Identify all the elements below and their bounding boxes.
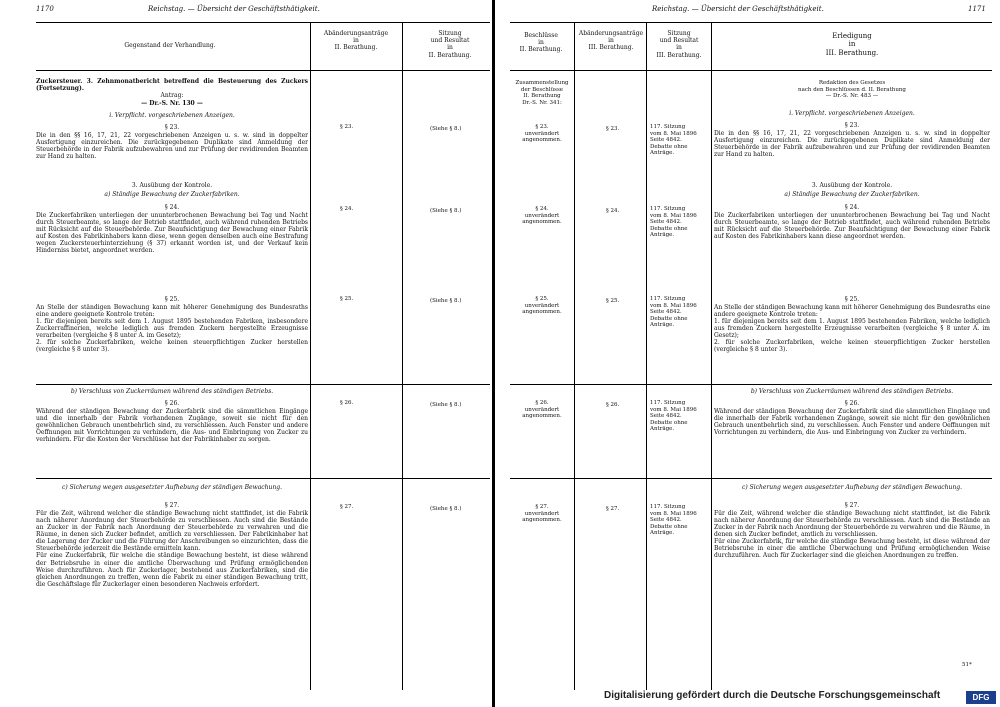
entry-docref: — Dr.-S. Nr. 130 —	[141, 100, 203, 107]
result-23-heading: § 23.	[844, 122, 860, 129]
result-25-text: An Stelle der ständigen Bewachung kann mit höherer Genehmigung des Bundesraths eine andere geeignete Kontrole treten: 1. für diejenigen bereits seit dem 1. August 1895 bestehenden Fabriken, welche lediglich aus fremden Zuckern hergestellte Erzeugnisse verarbeiten (vergleiche § 8 unter A. im Gesetz); 2. für solche Zuckerfabriken, welche keinen steuerpflichtigen Zucker herstellen (vergleiche § 8 unter 3).	[714, 304, 990, 354]
result-title: Redaktion des Gesetzes nach den Beschlüssen d. II. Berathung — Dr.-S. Nr. 483 —	[798, 80, 906, 100]
amend-25: § 25.	[340, 296, 354, 302]
col-header-session: Sitzung und Resultat in II. Berathung.	[428, 30, 472, 59]
running-head-left	[0, 5, 492, 17]
session-25: (Siehe § 8.)	[430, 298, 462, 304]
dfg-banner-text: Digitalisierung gefördert durch die Deutsche Forschungsgemeinschaft	[604, 690, 941, 701]
paragraph-27-text: Für die Zeit, während welcher die ständige Bewachung nicht stattfindet, ist die Fabrik nach näherer Anordnung der Steuerbehörde zu verschliessen. Auch sind die Bestände an Zucker in der Fabrik nach Anordnung der Steuerbehörde zu verwahren und die Räume, in denen sich Zucker befindet, amtlich zu verschliessen. Der Fabrikinhaber hat die Lagerung der Zucker und die Führung der Anschreibungen so einzurichten, dass die Steuerbehörde jederzeit die Bestände ermitteln kann. Für eine Zuckerfabrik, für welche die ständige Bewachung besteht, ist diese während der Betriebsruhe in einer die amtliche Überwachung und Prüfung ermöglichenden Weise durchzuführen. Auch für Zuckerlager, bestehend aus Zuckerfabriken, sind die gleichen Anordnungen zu treffen, wenn die Fabrik zu einer ständigen Bewachung tritt, die Geschäftslage für Zuckerlager einen besonderen Nachweis erfordert.	[36, 510, 308, 588]
right-page	[502, 0, 1000, 690]
paragraph-26-heading: § 26.	[164, 400, 180, 407]
paragraph-25-text: An Stelle der ständigen Bewachung kann mit höherer Genehmigung des Bundesraths eine andere geeignete Kontrole treten: 1. für diejenigen bereits seit dem 1. August 1895 bestehenden Fabriken, insbesondere Zuckerraffinerien, welche lediglich aus fremden Zuckern hergestellte Erzeugnisse verarbeiten (vergleiche § 8 unter A. im Gesetz); 2. für solche Zuckerfabriken, welche keinen steuerpflichtigen Zucker herstellen (vergleiche § 8 unter 3).	[36, 304, 308, 354]
col-header-subject: Gegenstand der Verhandlung.	[124, 42, 216, 49]
result-25-heading: § 25.	[844, 296, 860, 303]
col-header-amend: Abänderungsanträge in II. Berathung.	[323, 30, 389, 52]
amend-iii-26: § 26.	[606, 402, 620, 408]
amend-26: § 26.	[340, 400, 354, 406]
column-divider-r3	[711, 22, 712, 690]
paragraph-26-text: Während der ständigen Bewachung der Zuckerfabrik sind die sämmtlichen Eingänge und die innerhalb der Fabrik vorhandenen Zugänge, soweit sie nicht für den gewöhnlichen Gebrauch unentbehrlich sind, zu verschliessen. Auch Fenster und andere Oeffnungen mit Vorrichtungen zu verhindern, die Aus- und Einbringung von Zucker zu verhindern. Für die Kosten der Verschlüsse hat der Fabrikinhaber zu sorgen.	[36, 408, 308, 444]
paragraph-24-heading: § 24.	[164, 204, 180, 211]
paragraph-23-heading: § 23.	[164, 124, 180, 131]
col-header-session-iii: Sitzung und Resultat in III. Berathung.	[656, 30, 702, 59]
session-iii-23: 117. Sitzung vom 8. Mai 1896 Seite 4842. Debatte ohne Anträge.	[650, 124, 697, 157]
amend-23: § 23.	[340, 124, 354, 130]
column-divider-r1	[574, 22, 575, 690]
running-head-right	[502, 5, 1000, 17]
amend-iii-25: § 25.	[606, 298, 620, 304]
header-rule-top	[36, 22, 490, 23]
beschluss-26: § 26. unverändert angenommen.	[522, 400, 562, 420]
result-section-i: i. Verpflicht. vorgeschriebenen Anzeigen.	[789, 110, 915, 117]
result-section-3: 3. Ausübung der Kontrole.	[811, 182, 893, 189]
result-24-heading: § 24.	[844, 204, 860, 211]
entry-subtitle: Antrag:	[160, 92, 184, 99]
dfg-logo-icon: DFG	[966, 691, 996, 704]
col-header-result: Erledigung in III. Berathung.	[825, 32, 879, 57]
session-26: (Siehe § 8.)	[430, 402, 462, 408]
result-27-text: Für die Zeit, während welcher die ständige Bewachung nicht stattfindet, ist die Fabrik nach näherer Anordnung der Steuerbehörde zu verschliessen. Auch sind die Bestände an Zucker in der Fabrik nach Anordnung der Steuerbehörde zu verwahren und die Räume, in denen sich Zucker befindet, amtlich zu verschliessen. Für eine Zuckerfabrik, für welche die ständige Bewachung besteht, ist diese während der Betriebsruhe in einer die amtliche Überwachung und Prüfung ermöglichenden Weise durchzuführen. Auch für Zuckerlager sind die gleichen Anordnungen zu treffen.	[714, 510, 990, 560]
section-3a: a) Ständige Bewachung der Zuckerfabriken.	[104, 191, 240, 198]
book-gutter	[492, 0, 502, 707]
column-divider-2	[402, 22, 403, 690]
dfg-footer-banner	[604, 690, 996, 706]
result-27-heading: § 27.	[844, 502, 860, 509]
result-section-b: b) Verschluss von Zuckerräumen während des ständigen Betriebs.	[750, 388, 954, 395]
section-i: i. Verpflicht. vorgeschriebenen Anzeigen.	[109, 112, 235, 119]
session-iii-24: 117. Sitzung vom 8. Mai 1896 Seite 4842. Debatte ohne Anträge.	[650, 206, 697, 239]
beschluss-25: § 25. unverändert angenommen.	[522, 296, 562, 316]
column-divider-1	[310, 22, 311, 690]
result-23-text: Die in den §§ 16, 17, 21, 22 vorgeschriebenen Anzeigen u. s. w. sind in doppelter Ausfertigung einzureichen. Die zurückgegebenen Duplikate sind Anmeldung der Steuerbehörde in der Fabrik aufzubewahren und zur Prüfung der revidirenden Beamten zur Hand zu halten.	[714, 130, 990, 159]
col-header-beschluss: Beschlüsse in II. Berathung.	[519, 32, 563, 54]
col-header-amend-iii: Abänderungsanträge in III. Berathung.	[578, 30, 644, 52]
header-rule-bottom	[36, 70, 490, 71]
paragraph-27-heading: § 27.	[164, 502, 180, 509]
result-24-text: Die Zuckerfabriken unterliegen der ununterbrochenen Bewachung bei Tag und Nacht durch Steuerbeamte, so lange der Betrieb stattfindet, auch während ruhenden Betriebs mit Rücksicht auf die Steuerbehörde. Zur Beaufsichtigung der Bewachung einer Fabrik auf Kosten des Fabrikinhabers kann diese angeordnet werden.	[714, 212, 990, 241]
section-c: c) Sicherung wegen ausgesetzter Aufhebung der ständigen Bewachung.	[61, 484, 282, 491]
amend-iii-23: § 23.	[606, 126, 620, 132]
result-26-text: Während der ständigen Bewachung der Zuckerfabrik sind die sämmtlichen Eingänge und die innerhalb der Fabrik vorhandenen Zugänge, soweit sie nicht für den gewöhnlichen Gebrauch unentbehrlich sind, zu verschliessen. Auch Fenster und andere Oeffnungen mit Vorrichtungen zu verhindern, die Aus- und Einbringung von Zucker zu verhindern.	[714, 408, 990, 437]
amend-iii-27: § 27.	[606, 506, 620, 512]
row-rule-r2	[510, 478, 992, 479]
result-section-3a: a) Ständige Bewachung der Zuckerfabriken.	[784, 191, 920, 198]
session-iii-25: 117. Sitzung vom 8. Mai 1896 Seite 4842. Debatte ohne Anträge.	[650, 296, 697, 329]
section-b: b) Verschluss von Zuckerräumen während des ständigen Betriebs.	[70, 388, 274, 395]
beschluss-24: § 24. unverändert angenommen.	[522, 206, 562, 226]
paragraph-24-text: Die Zuckerfabriken unterliegen der ununterbrochenen Bewachung bei Tag und Nacht durch Steuerbeamte, so lange der Betrieb stattfindet, auch während ruhenden Betriebs mit Rücksicht auf die Steuerbehörde. Zur Beaufsichtigung der Bewachung einer Fabrik auf Kosten des Fabrikinhabers kann diese, wenn gegen denselben auch eine Bestrafung wegen Zuckersteuerhinterziehung (§ 37) erkannt worden ist, und der Verkauf kein Hinderniss bietet, angeordnet werden.	[36, 212, 308, 255]
entry-title: Zuckersteuer. 3. Zehnmonatbericht betreffend die Besteuerung des Zuckers (Fortsetzung).	[36, 78, 308, 93]
result-section-c: c) Sicherung wegen ausgesetzter Aufhebung der ständigen Bewachung.	[741, 484, 962, 491]
paragraph-23-text: Die in den §§ 16, 17, 21, 22 vorgeschriebenen Anzeigen u. s. w. sind in doppelter Ausfertigung einzureichen. Die zurückgegebenen Duplikate sind Anmeldung der Steuerbehörde in der Fabrik aufzubewahren und zur Prüfung der revidirenden Beamten zur Hand zu halten.	[36, 132, 308, 161]
header-rule-bottom-right	[510, 70, 992, 71]
column-divider-r2	[646, 22, 647, 690]
beschluss-23: § 23. unverändert angenommen.	[522, 124, 562, 144]
row-rule-2	[36, 478, 490, 479]
signature-mark: 51*	[962, 662, 972, 668]
session-iii-26: 117. Sitzung vom 8. Mai 1896 Seite 4842. Debatte ohne Anträge.	[650, 400, 697, 433]
result-26-heading: § 26.	[844, 400, 860, 407]
paragraph-25-heading: § 25.	[164, 296, 180, 303]
summary-title: Zusammenstellung der Beschlüsse II. Berathung Dr.-S. Nr. 341:	[515, 80, 569, 106]
section-3: 3. Ausübung der Kontrole.	[131, 182, 213, 189]
row-rule-1	[36, 384, 490, 385]
session-24: (Siehe § 8.)	[430, 208, 462, 214]
beschluss-27: § 27. unverändert angenommen.	[522, 504, 562, 524]
amend-24: § 24.	[340, 206, 354, 212]
session-iii-27: 117. Sitzung vom 8. Mai 1896 Seite 4842. Debatte ohne Anträge.	[650, 504, 697, 537]
page-number-left: 1170	[36, 5, 54, 13]
amend-iii-24: § 24.	[606, 208, 620, 214]
session-23: (Siehe § 8.)	[430, 126, 462, 132]
header-rule-top-right	[510, 22, 992, 23]
running-title-right: Reichstag. — Übersicht der Geschäftsthätigkeit.	[652, 5, 824, 13]
left-page	[0, 0, 492, 690]
page-number-right: 1171	[968, 5, 986, 13]
row-rule-r1	[510, 384, 992, 385]
running-title-left: Reichstag. — Übersicht der Geschäftsthätigkeit.	[148, 5, 320, 13]
amend-27: § 27.	[340, 504, 354, 510]
session-27: (Siehe § 8.)	[430, 506, 462, 512]
